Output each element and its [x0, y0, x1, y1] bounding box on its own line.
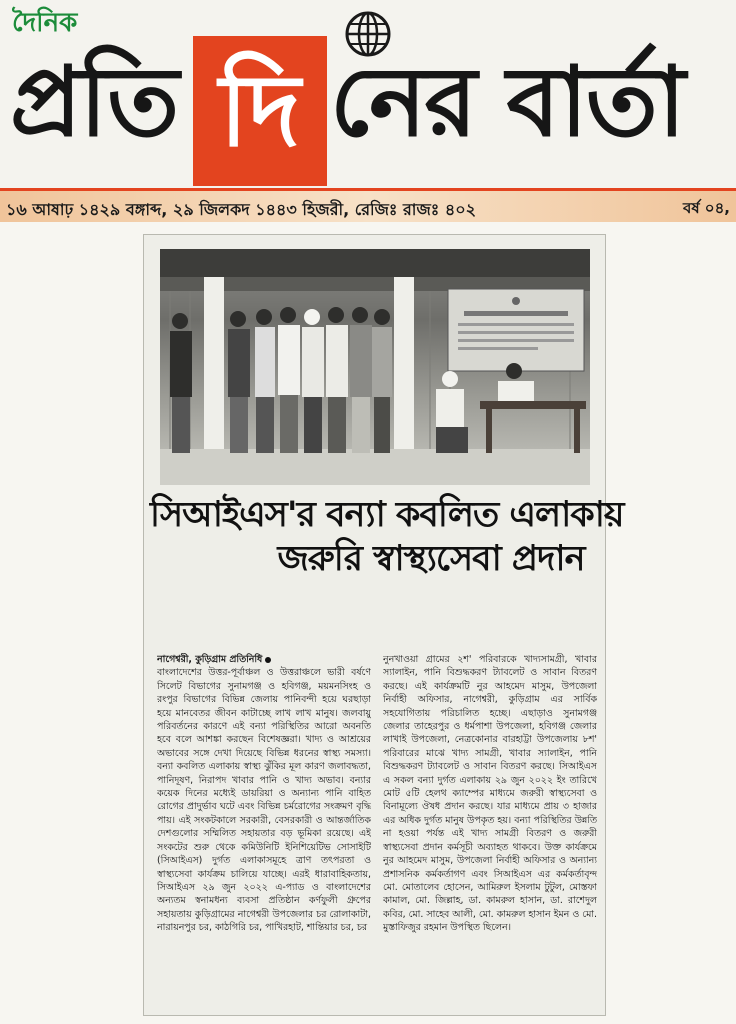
article-body — [157, 653, 597, 1009]
column-1-text: বাংলাদেশের উত্তর-পূর্বাঞ্চল ও উত্তরাঞ্চলে ভারী বর্ষণে সিলেট বিভাগের সুনামগঞ্জ ও হবিগঞ্জ, ময়মনসিংহ ও রংপুর বিভাগের বিভিন্ন জেলায় পানিবন্দী হয়ে ঘরছাড়া হয়ে মানবেতর জীবন কাটাচ্ছে লাখ লাখ মানুষ। জলবায়ু পরিবর্তনের কারণে এই বন্যা পরিস্থিতির আরো অবনতি হবে বলে আশঙ্কা করছেন বিশেষজ্ঞরা। খাদ্য ও আশ্রয়ের অভাবের সঙ্গে দেখা দিয়েছে বিভিন্ন ধরনের স্বাস্থ্য সমস্যা। বন্যা কবলিত এলাকায় স্বাস্থ্য ঝুঁকির মূল কারণ জলাবদ্ধতা, পানিদূষণ, নিরাপদ খাবার পানি ও খাদ্য অভাব। বন্যার কয়েক দিনের মধ্যেই ডায়রিয়া ও অন্যান্য পানি বাহিত রোগের প্রাদুর্ভাব ঘটে এবং বিভিন্ন চর্মরোগের সংক্রমণ বৃদ্ধি পায়। এই সংকটকালে সরকারী, বেসরকারী ও আন্তর্জাতিক দেশগুলোর সম্মিলিত সহায়তার বড় ভূমিকা রয়েছে। এই সংকটের শুরু থেকে কমিউনিটি ইনিশিয়েটিভ সোসাইটি (সিআইএস) দুর্গত এলাকাসমূহে ত্রাণ তৎপরতা ও স্বাস্থ্যসেবা কার্যক্রম চালিয়ে যাচ্ছে। এরই ধারাবাহিকতায়, সিআইএস ২৯ জুন ২০২২ এ-প্যাড ও বাংলাদেশের অন্যতম স্বনামধন্য ব্যবসা প্রতিষ্ঠান কর্ণফুলী গ্রুপের সহায়তায় কুড়িগ্রামের নাগেশ্বরী উপজেলার চর রোলাকাটা, নারায়নপুর চর, কাঠগিরি চর, পাখিরহাট, শান্তিয়ার চর, চর — [157, 667, 371, 934]
byline-dot-icon — [265, 657, 271, 663]
article-column-1 — [157, 653, 371, 1009]
article-photo — [160, 249, 590, 485]
article-column-2 — [383, 653, 597, 1009]
photo-crowd-queue-icon — [160, 249, 590, 485]
title-part-boxed: দি — [219, 52, 301, 169]
date-bar — [0, 188, 736, 222]
title-part-after: নের বার্তা — [330, 46, 684, 158]
headline-line-1: সিআইএস'র বন্যা কবলিত এলাকায় — [150, 495, 624, 535]
headline — [150, 493, 624, 581]
newspaper-title — [10, 36, 726, 186]
headline-line-2: জরুরি স্বাস্থ্যসেবা প্রদান — [277, 539, 585, 579]
column-2-text: নুনখাওয়া গ্রামের ২শ' পরিবারকে খাদ্যসামগ্রী, খাবার স্যালাইন, পানি বিশুদ্ধকরণ ট্যাবলেট ও সাবান বিতরণ করছে। এই কার্যক্রমটি নুর আহমেদ মাসুম, উপজেলা নির্বাহী অফিসার, নাগেশ্বরী, কুড়িগ্রাম এর সার্বিক সহযোগিতায় পরিচালিত হচ্ছে। এছাড়াও সুনামগঞ্জ জেলার তাহেরপুর ও ধর্মপাশা উপজেলা, হবিগঞ্জ জেলার লাখাই উপজেলা, নেত্রকোনার বারহাট্টা উপজেলায় ৮শ' পরিবারের মাঝে খাদ্য সামগ্রী, খাবার স্যালাইন, পানি বিশুদ্ধকরণ ট্যাবলেট ও সাবান বিতরণ করছে। সিআইএস এ সকল বন্যা দুর্গত এলাকায় ২৯ জুন ২০২২ ইং তারিখে মোট ৫টি হেলথ ক্যাম্পের মাধ্যমে জরুরী স্বাস্থ্যসেবা ও বিনামূল্যে ঔষধ প্রদান করছে। যার মাধ্যমে প্রায় ৩ হাজার এর অধিক দুর্গত মানুষ উপকৃত হয়। বন্যা পরিস্থিতির উন্নতি না হওয়া পর্যন্ত এই খাদ্য সামগ্রী বিতরণ ও জরুরী স্বাস্থ্যসেবা প্রদান কর্মসূচী অব্যাহত থাকবে। উক্ত কার্যক্রমে নুর আহমেদ মাসুম, উপজেলা নির্বাহী অফিসার ও অন্যান্য প্রশাসনিক কর্মকর্তাগণ এবং সিআইএস এর কর্মকর্তাবৃন্দ মো. মোতালেব হোসেন, আমিরুল ইসলাম টুটুল, মোস্তফা কামাল, মো. জিল্লাহ, ডা. কামরুল হাসান, ডা. রাশেদুল কবির, মো. সাহেব আলী, মো. কামরুল হাসান ইমন ও মো. মুস্তাফিজুর রহমান উপস্থিত ছিলেন। — [383, 654, 597, 934]
title-red-box — [193, 36, 327, 186]
year-label: বর্ষ ০৪, — [682, 199, 730, 217]
byline: নাগেশ্বরী, কুড়িগ্রাম প্রতিনিধি — [157, 654, 263, 665]
title-part-before: প্রতি — [10, 46, 178, 158]
date-line: ১৬ আষাঢ় ১৪২৯ বঙ্গাব্দ, ২৯ জিলকদ ১৪৪৩ হিজরী, রেজিঃ রাজঃ ৪০২ — [6, 200, 477, 219]
news-clipping — [143, 234, 624, 1016]
daily-label: দৈনিক — [12, 8, 78, 38]
masthead — [0, 0, 736, 188]
